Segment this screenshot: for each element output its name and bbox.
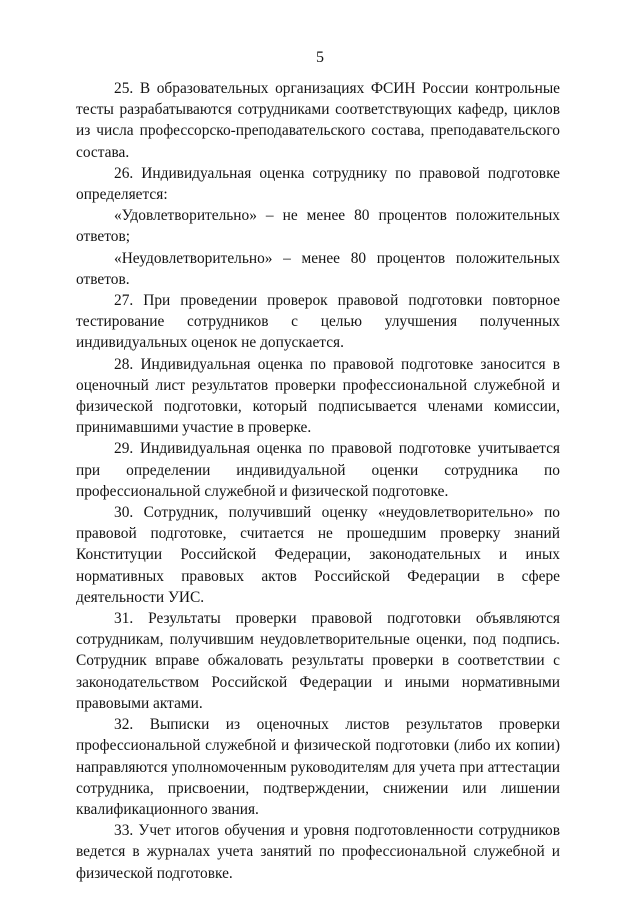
paragraph-28: 28. Индивидуальная оценка по правовой подготовке заносится в оценочный лист результатов проверки профессиональной служебной и физической подготовки, который подписывается членами комиссии, принимавшими участие в проверке. [76, 355, 560, 437]
paragraph-31: 31. Результаты проверки правовой подготовки объявляются сотрудникам, получившим неудовлетворительные оценки, под подпись. Сотрудник вправе обжаловать результаты проверки в соответствии с законодательством Российской Федерации и иными нормативными правовыми актами. [76, 610, 560, 712]
paragraph-27: 27. При проведении проверок правовой подготовки повторное тестирование сотрудников с целью улучшения полученных индивидуальных оценок не допускается. [76, 292, 560, 352]
paragraph-30: 30. Сотрудник, получивший оценку «неудовлетворительно» по правовой подготовке, считается не прошедшим проверку знаний Конституции Российской Федерации, законодательных и иных нормативных правовых актов Российской Федерации в сфере деятельности УИС. [76, 504, 560, 606]
paragraph-26: 26. Индивидуальная оценка сотруднику по правовой подготовке определяется: [76, 164, 560, 204]
paragraph-32: 32. Выписки из оценочных листов результатов проверки профессиональной служебной и физической подготовки (либо их копии) направляются уполномоченным руководителям для учета при аттестации сотрудника, присвоении, подтверждении, снижении или лишении квалификационного звания. [76, 716, 560, 818]
paragraph-26-unsatisfactory: «Неудовлетворительно» – менее 80 процентов положительных ответов. [76, 249, 560, 288]
paragraph-25: 25. В образовательных организациях ФСИН России контрольные тесты разрабатываются сотрудниками соответствующих кафедр, циклов из числа профессорско-преподавательского состава, преподавательского состава. [76, 80, 560, 161]
paragraph-33: 33. Учет итогов обучения и уровня подготовленности сотрудников ведется в журналах учета занятий по профессиональной служебной и физической подготовке. [76, 822, 560, 882]
document-body [76, 78, 560, 884]
paragraph-26-satisfactory: «Удовлетворительно» – не менее 80 процентов положительных ответов; [76, 207, 560, 246]
paragraph-29: 29. Индивидуальная оценка по правовой подготовке учитывается при определении индивидуальной оценки сотрудника по профессиональной служебной и физической подготовке. [76, 440, 560, 500]
page-number: 5 [316, 49, 324, 66]
